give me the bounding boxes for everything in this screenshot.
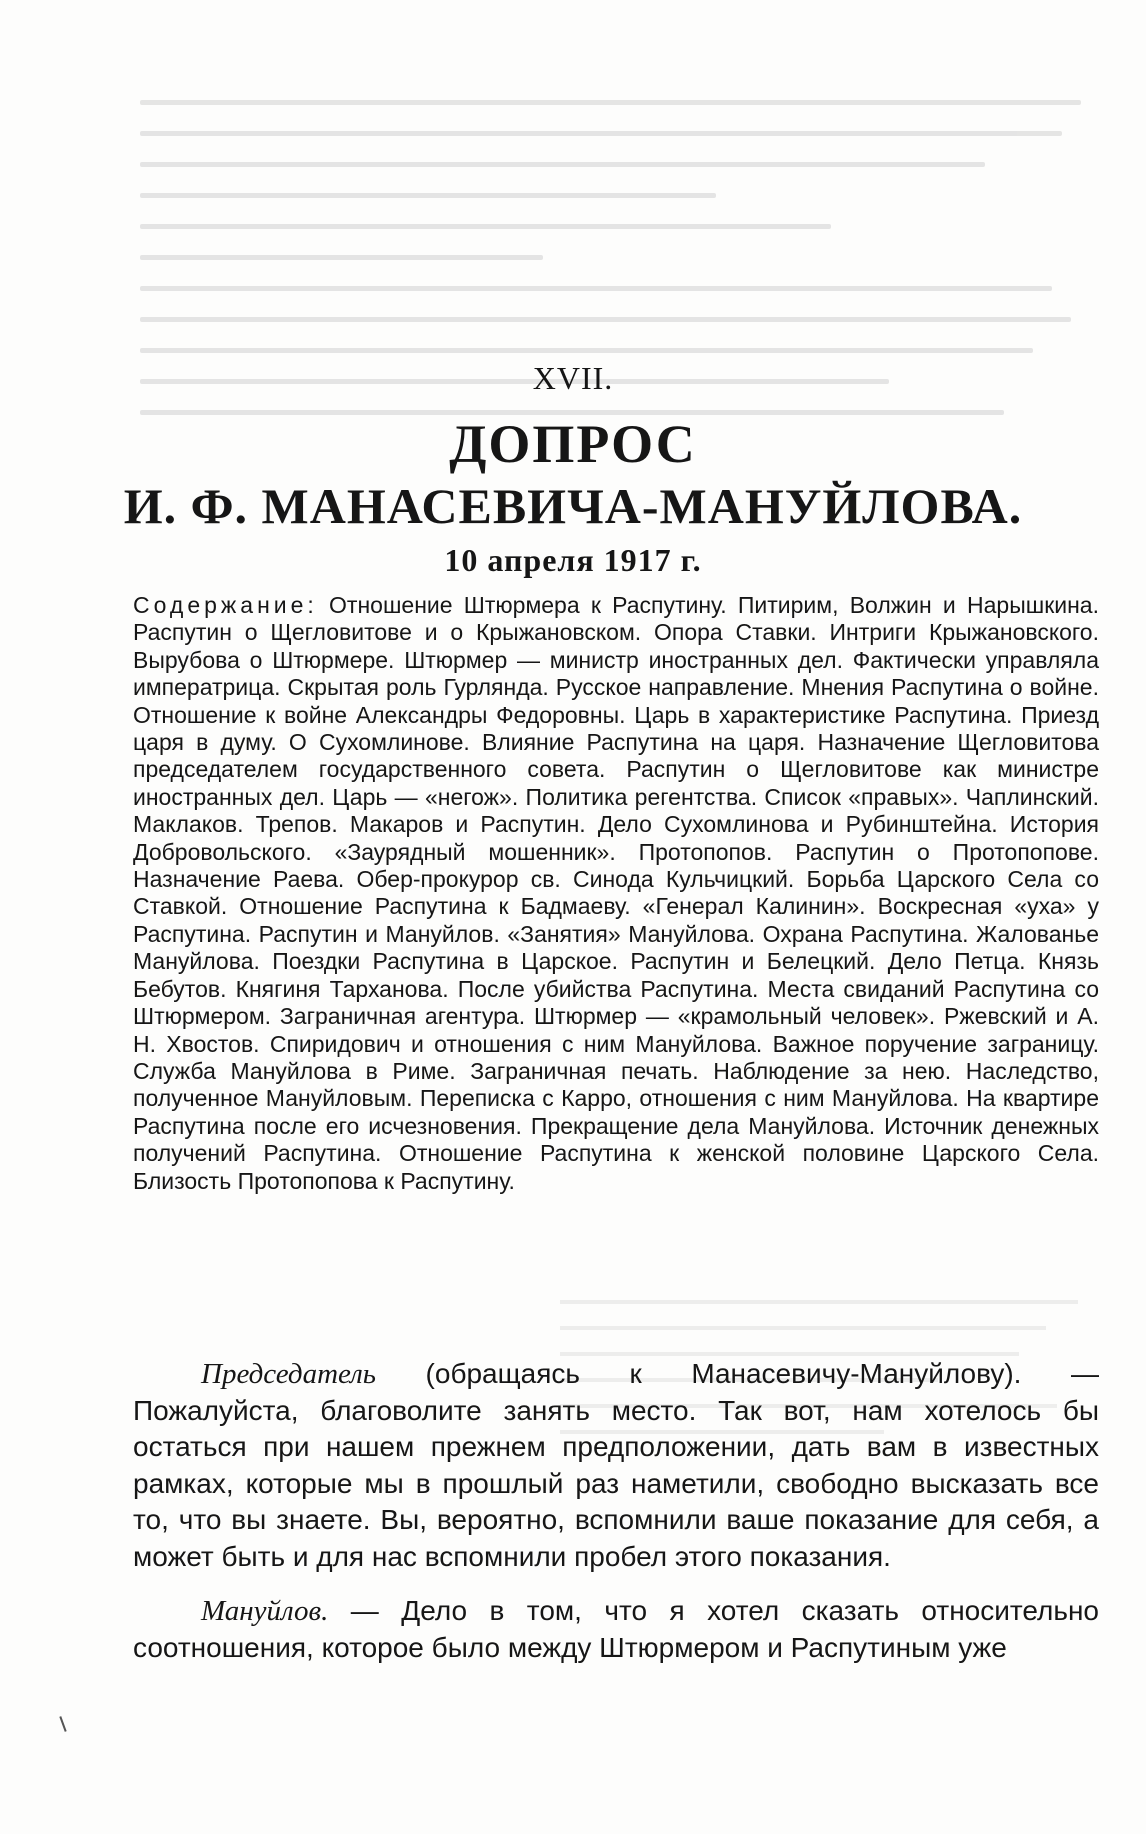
- speaker-name: Председатель: [201, 1358, 377, 1390]
- paragraph-chairman: [133, 1356, 1099, 1576]
- paragraph-text: — Дело в том, что я хотел сказать относительно соотношения, которое было между Штюрмером и Распутиным уже: [133, 1595, 1099, 1663]
- section-number: XVII.: [532, 360, 614, 396]
- contents-summary: [133, 592, 1099, 1195]
- interrogation-title: ДОПРОС: [449, 414, 697, 474]
- interrogated-person-name: И. Ф. МАНАСЕВИЧА-МАНУЙЛОВА.: [123, 478, 1023, 534]
- paragraph-manuilov: [133, 1593, 1099, 1666]
- speaker-name: Мануйлов.: [201, 1595, 329, 1627]
- paragraph-text: (обращаясь к Манасевичу-Мануйлову). — Пожалуйста, благоволите занять место. Так вот, нам хотелось бы остаться при нашем прежнем предположении, дать вам в известных рамках, которые мы в прошлый раз наметили, свободно высказать все то, что вы знаете. Вы, вероятно, вспомнили ваше показание для себя, а может быть и для нас вспомнили пробел этого показания.: [133, 1358, 1099, 1572]
- interrogation-date: 10 апреля 1917 г.: [444, 542, 702, 578]
- contents-label: Содержание:: [133, 592, 318, 618]
- contents-text: Отношение Штюрмера к Распутину. Питирим, Волжин и Нарышкина. Распутин о Щегловитове и о Крыжановском. Опора Ставки. Интриги Крыжановского. Вырубова о Штюрмере. Штюрмер — министр иностранных дел. Фактически управляла императрица. Скрытая роль Гурлянда. Русское направление. Мнения Распутина о войне. Отношение к войне Александры Федоровны. Царь в характеристике Распутина. Приезд царя в думу. О Сухомлинове. Влияние Распутина на царя. Назначение Щегловитова председателем государственного совета. Распутин о Щегловитове как министре иностранных дел. Царь — «негож». Политика регентства. Список «правых». Чаплинский. Маклаков. Трепов. Макаров и Распутин. Дело Сухомлинова и Рубинштейна. История Добровольского. «Заурядный мошенник». Протопопов. Распутин о Протопопове. Назначение Раева. Обер-прокурор св. Синода Кульчицкий. Борьба Царского Села со Ставкой. Отношение Распутина к Бадмаеву. «Генерал Калинин». Воскресная «уха» у Распутина. Распутин и Мануйлов. «Занятия» Мануйлова. Охрана Распутина. Жалованье Мануйлова. Поездки Распутина в Царское. Распутин и Белецкий. Дело Петца. Князь Бебутов. Княгиня Тарханова. После убийства Распутина. Места свиданий Распутина со Штюрмером. Заграничная агентура. Штюрмер — «крамольный человек». Ржевский и А. Н. Хвостов. Спиридович и отношения с ним Мануйлова. Важное поручение заграницу. Служба Мануйлова в Риме. Заграничная печать. Наблюдение за нею. Наследство, полученное Мануйловым. Переписка с Карро, отношения с ним Мануйлова. На квартире Распутина после его исчезновения. Прекращение дела Мануйлова. Источник денежных получений Распутина. Отношение Распутина к женской половине Царского Села. Близость Протопопова к Распутину.: [133, 592, 1099, 1194]
- bleed-through-text: [140, 100, 1100, 460]
- margin-pencil-mark: [59, 1716, 66, 1732]
